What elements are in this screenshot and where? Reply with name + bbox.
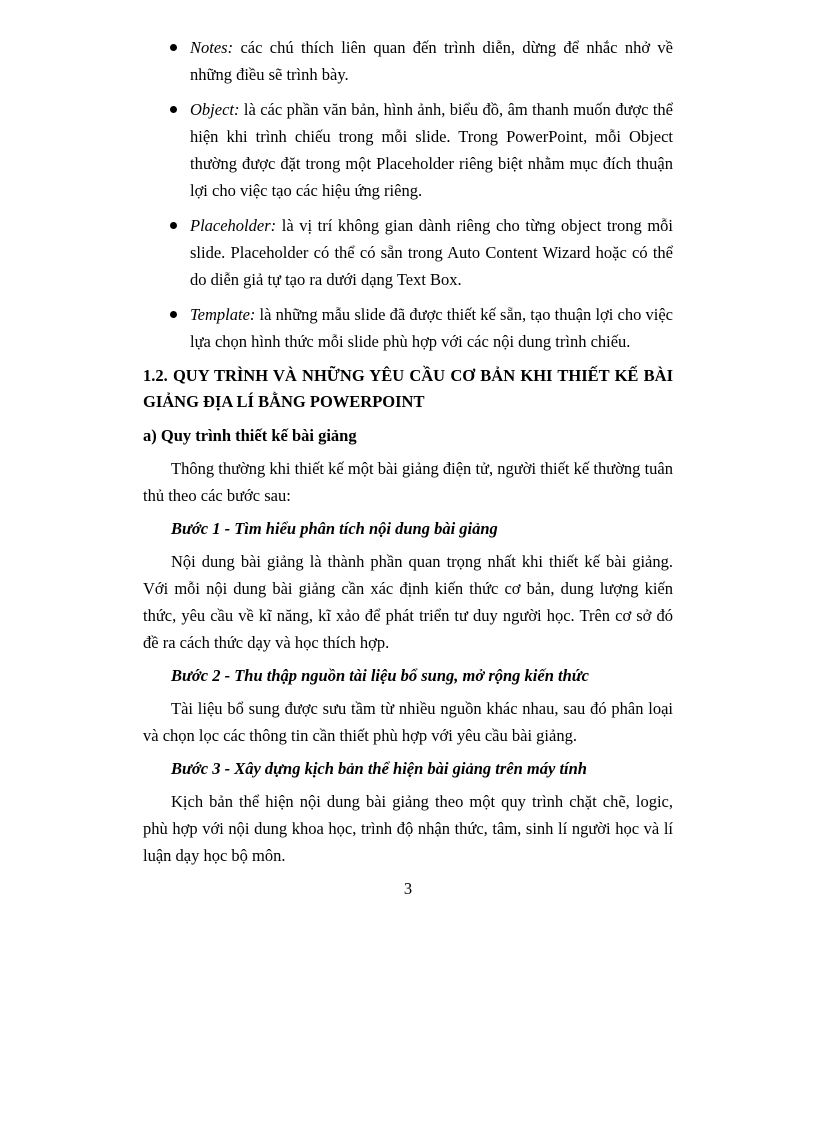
bullet-icon bbox=[170, 311, 177, 318]
definition-term: Template: bbox=[190, 305, 256, 324]
bullet-icon bbox=[170, 44, 177, 51]
step-3-body: Kịch bản thể hiện nội dung bài giảng theo một quy trình chặt chẽ, logic, phù hợp với nội dung khoa học, trình độ nhận thức, tâm, sinh lí người học và lí luận dạy học bộ môn. bbox=[143, 792, 673, 865]
section-heading: 1.2. QUY TRÌNH VÀ NHỮNG YÊU CẦU CƠ BẢN KHI THIẾT KẾ BÀI GIẢNG ĐỊA LÍ BẰNG POWERPOINT bbox=[143, 366, 673, 411]
step-1-title: Bước 1 - Tìm hiểu phân tích nội dung bài giảng bbox=[171, 519, 498, 538]
intro-paragraph: Thông thường khi thiết kế một bài giảng điện tử, người thiết kế thường tuân thủ theo các bước sau: bbox=[143, 459, 673, 505]
bullet-icon bbox=[170, 222, 177, 229]
definition-text: là những mẫu slide đã được thiết kế sẵn, tạo thuận lợi cho việc lựa chọn hình thức mỗi slide phù hợp với các nội dung trình chiếu. bbox=[190, 305, 673, 351]
step-2-body: Tài liệu bổ sung được sưu tầm từ nhiều nguồn khác nhau, sau đó phân loại và chọn lọc các thông tin cần thiết phù hợp với yêu cầu bài giảng. bbox=[143, 699, 673, 745]
definition-text: các chú thích liên quan đến trình diễn, dừng để nhắc nhở về những điều sẽ trình bày. bbox=[190, 38, 673, 84]
definition-list bbox=[143, 34, 673, 355]
definition-item-object bbox=[143, 96, 673, 204]
step-3-title: Bước 3 - Xây dựng kịch bản thể hiện bài giảng trên máy tính bbox=[171, 759, 587, 778]
step-1-body: Nội dung bài giảng là thành phần quan trọng nhất khi thiết kế bài giảng. Với mỗi nội dung bài giảng cần xác định kiến thức cơ bản, dung lượng kiến thức, yêu cầu về kĩ năng, kĩ xảo để phát triển tư duy người học. Trên cơ sở đó đề ra cách thức dạy và học thích hợp. bbox=[143, 552, 673, 652]
definition-item-placeholder bbox=[143, 212, 673, 293]
section-subheading: a) Quy trình thiết kế bài giảng bbox=[143, 426, 357, 445]
definition-item-notes bbox=[143, 34, 673, 88]
definition-term: Notes: bbox=[190, 38, 234, 57]
step-2-title: Bước 2 - Thu thập nguồn tài liệu bổ sung, mở rộng kiến thức bbox=[171, 666, 589, 685]
bullet-icon bbox=[170, 106, 177, 113]
definition-term: Placeholder: bbox=[190, 216, 277, 235]
page-number: 3 bbox=[403, 879, 413, 898]
definition-text: là các phần văn bản, hình ảnh, biểu đồ, âm thanh muốn được thể hiện khi trình chiếu trong mỗi slide. Trong PowerPoint, mỗi Object thường được đặt trong một Placeholder riêng biệt nhằm mục đích thuận lợi cho việc tạo các hiệu ứng riêng. bbox=[190, 100, 673, 200]
definition-item-template bbox=[143, 301, 673, 355]
definition-text: là vị trí không gian dành riêng cho từng object trong mỗi slide. Placeholder có thể có sẵn trong Auto Content Wizard hoặc có thể do diễn giả tự tạo ra dưới dạng Text Box. bbox=[190, 216, 673, 289]
definition-term: Object: bbox=[190, 100, 240, 119]
